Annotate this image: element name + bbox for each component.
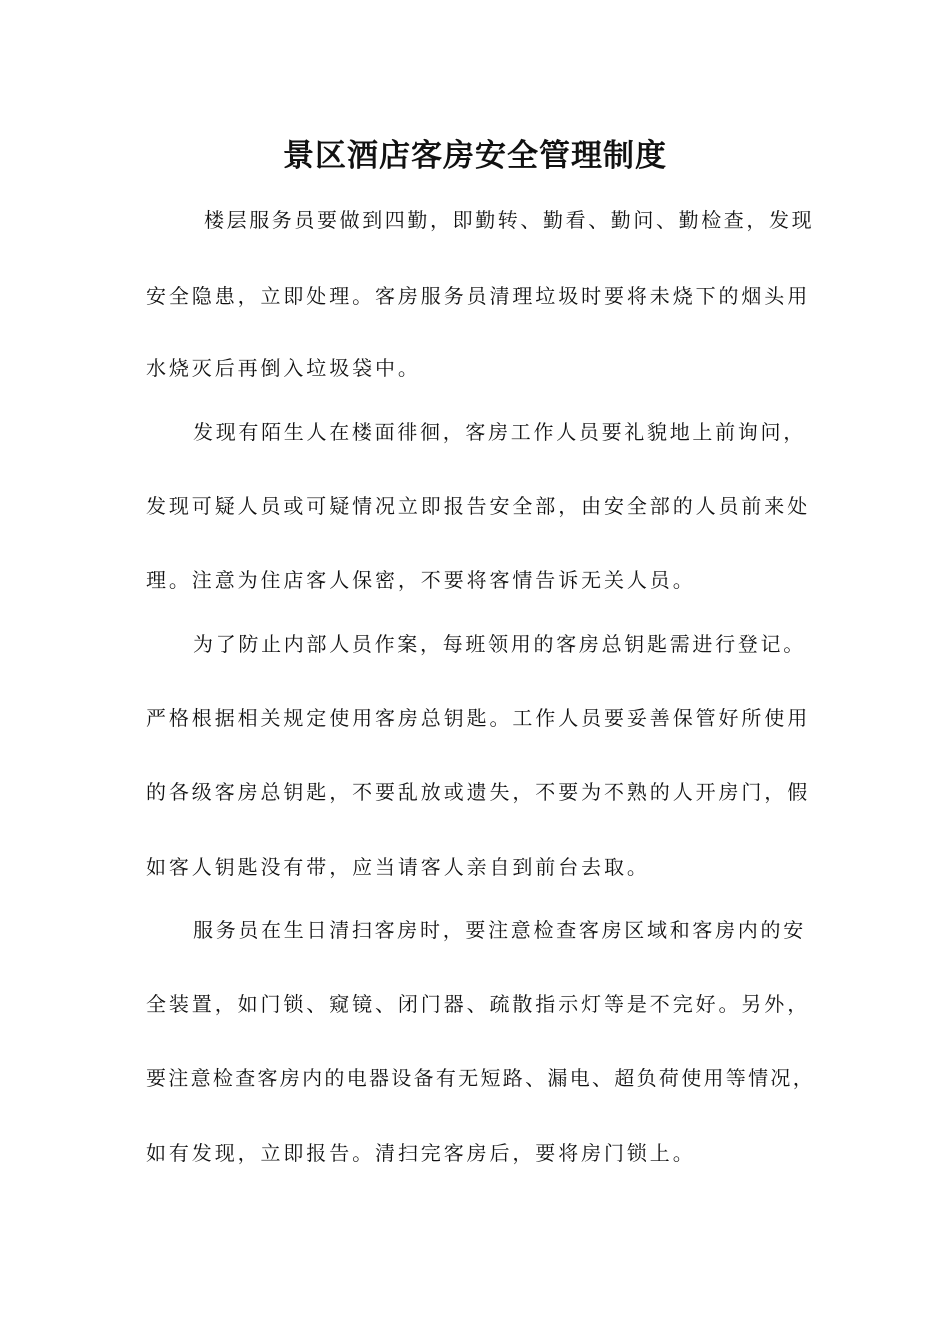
paragraph-3-line-4: 如客人钥匙没有带，应当请客人亲自到前台去取。 xyxy=(146,855,650,879)
paragraph-2-line-1: 发现有陌生人在楼面徘徊，客房工作人员要礼貌地上前询问， xyxy=(193,420,806,444)
paragraph-1-line-2: 安全隐患，立即处理。客房服务员清理垃圾时要将未烧下的烟头用 xyxy=(146,284,811,308)
document-title: 景区酒店客房安全管理制度 xyxy=(283,138,667,174)
paragraph-2-line-2: 发现可疑人员或可疑情况立即报告安全部，由安全部的人员前来处 xyxy=(146,494,811,518)
paragraph-1-line-3: 水烧灭后再倒入垃圾袋中。 xyxy=(146,356,421,380)
paragraph-4-line-2: 全装置，如门锁、窥镜、闭门器、疏散指示灯等是不完好。另外， xyxy=(146,992,811,1016)
paragraph-3-line-2: 严格根据相关规定使用客房总钥匙。工作人员要妥善保管好所使用 xyxy=(146,706,811,730)
paragraph-4-line-3: 要注意检查客房内的电器设备有无短路、漏电、超负荷使用等情况， xyxy=(146,1066,815,1090)
paragraph-1-line-1: 楼层服务员要做到四勤，即勤转、勤看、勤问、勤检查，发现 xyxy=(204,208,815,232)
paragraph-4-line-1: 服务员在生日清扫客房时，要注意检查客房区域和客房内的安 xyxy=(193,918,806,942)
paragraph-3-line-3: 的各级客房总钥匙，不要乱放或遗失，不要为不熟的人开房门，假 xyxy=(146,780,811,804)
paragraph-2-line-3: 理。注意为住店客人保密，不要将客情告诉无关人员。 xyxy=(146,568,696,592)
paragraph-4-line-4: 如有发现，立即报告。清扫完客房后，要将房门锁上。 xyxy=(146,1141,696,1165)
paragraph-3-line-1: 为了防止内部人员作案，每班领用的客房总钥匙需进行登记。 xyxy=(193,632,806,656)
